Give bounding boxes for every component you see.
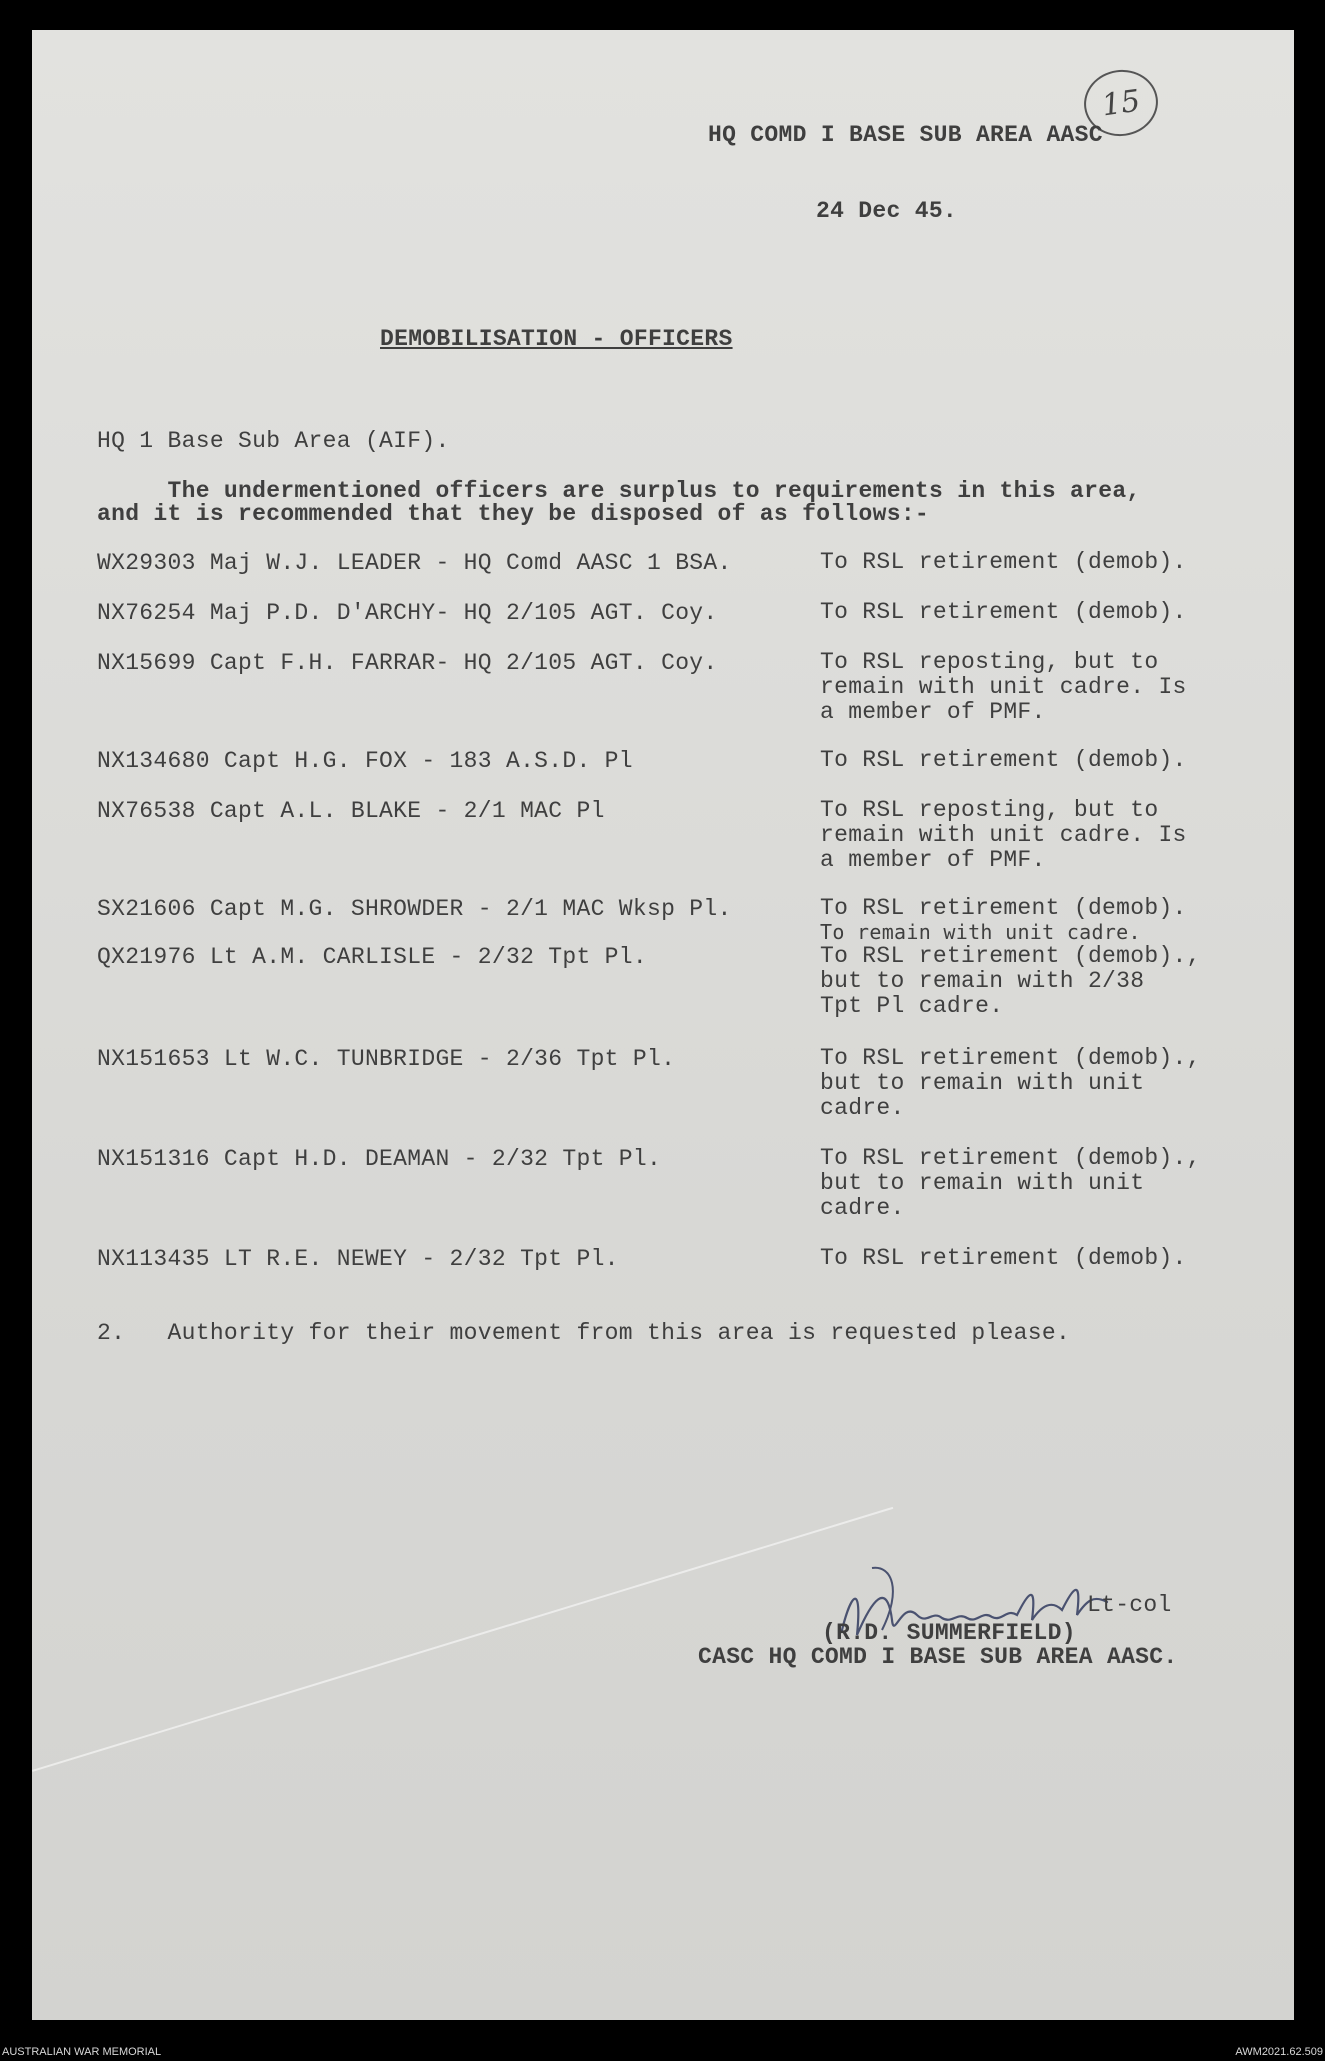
- officer-disposal: a member of PMF.: [820, 699, 1046, 725]
- intro-line-2: and it is recommended that they be disposed of as follows:-: [97, 501, 930, 527]
- footer-accession-number: AWM2021.62.509: [1235, 2046, 1323, 2058]
- officer-entry: NX76254 Maj P.D. D'ARCHY- HQ 2/105 AGT. Coy.: [97, 600, 718, 626]
- signature-name: (R.D. SUMMERFIELD): [822, 1620, 1076, 1646]
- officer-disposal: To RSL retirement (demob).,: [820, 1045, 1201, 1071]
- officer-entry: SX21606 Capt M.G. SHROWDER - 2/1 MAC Wksp Pl.: [97, 896, 732, 922]
- officer-entry: QX21976 Lt A.M. CARLISLE - 2/32 Tpt Pl.: [97, 944, 647, 970]
- signature-appointment: CASC HQ COMD I BASE SUB AREA AASC.: [698, 1644, 1178, 1670]
- header-date: 24 Dec 45.: [816, 198, 958, 224]
- paper-fold-line: [32, 1507, 893, 1772]
- officer-disposal: remain with unit cadre. Is: [820, 674, 1187, 700]
- intro-line-1: The undermentioned officers are surplus to requirements in this area,: [97, 478, 1141, 504]
- officer-disposal: To RSL reposting, but to: [820, 649, 1159, 675]
- officer-entry: NX15699 Capt F.H. FARRAR- HQ 2/105 AGT. Coy.: [97, 650, 718, 676]
- officer-entry: NX134680 Capt H.G. FOX - 183 A.S.D. Pl: [97, 748, 633, 774]
- officer-disposal: To RSL reposting, but to: [820, 797, 1159, 823]
- officer-disposal: Tpt Pl cadre.: [820, 993, 1004, 1019]
- officer-disposal: a member of PMF.: [820, 847, 1046, 873]
- officer-entry: WX29303 Maj W.J. LEADER - HQ Comd AASC 1 BSA.: [97, 550, 732, 576]
- document-page: [32, 30, 1294, 2020]
- officer-disposal: To RSL retirement (demob).,: [820, 1145, 1201, 1171]
- officer-disposal: To RSL retirement (demob).: [820, 549, 1187, 575]
- officer-disposal: To RSL retirement (demob).: [820, 747, 1187, 773]
- officer-disposal: but to remain with unit: [820, 1070, 1145, 1096]
- officer-disposal: To RSL retirement (demob).: [820, 599, 1187, 625]
- officer-disposal: remain with unit cadre. Is: [820, 822, 1187, 848]
- footer-credit: AUSTRALIAN WAR MEMORIAL: [2, 2046, 162, 2058]
- officer-entry: NX113435 LT R.E. NEWEY - 2/32 Tpt Pl.: [97, 1246, 619, 1272]
- officer-disposal: To RSL retirement (demob).: [820, 1245, 1187, 1271]
- header-unit: HQ COMD I BASE SUB AREA AASC: [708, 122, 1103, 148]
- officer-disposal: but to remain with unit: [820, 1170, 1145, 1196]
- officer-disposal: To RSL retirement (demob).,: [820, 943, 1201, 969]
- officer-disposal: but to remain with 2/38: [820, 968, 1145, 994]
- addressee: HQ 1 Base Sub Area (AIF).: [97, 428, 450, 454]
- folio-number: 15: [1099, 83, 1143, 123]
- paragraph-2: 2. Authority for their movement from this area is requested please.: [97, 1320, 1071, 1346]
- officer-disposal: To remain with unit cadre.: [820, 920, 1141, 944]
- officer-entry: NX151316 Capt H.D. DEAMAN - 2/32 Tpt Pl.: [97, 1146, 662, 1172]
- signature-rank: Lt-col: [1087, 1592, 1172, 1618]
- officer-disposal: To RSL retirement (demob).: [820, 895, 1187, 921]
- document-title: DEMOBILISATION - OFFICERS: [380, 326, 733, 352]
- officer-entry: NX76538 Capt A.L. BLAKE - 2/1 MAC Pl: [97, 798, 605, 824]
- officer-disposal: cadre.: [820, 1095, 905, 1121]
- officer-disposal: cadre.: [820, 1195, 905, 1221]
- officer-entry: NX151653 Lt W.C. TUNBRIDGE - 2/36 Tpt Pl.: [97, 1046, 676, 1072]
